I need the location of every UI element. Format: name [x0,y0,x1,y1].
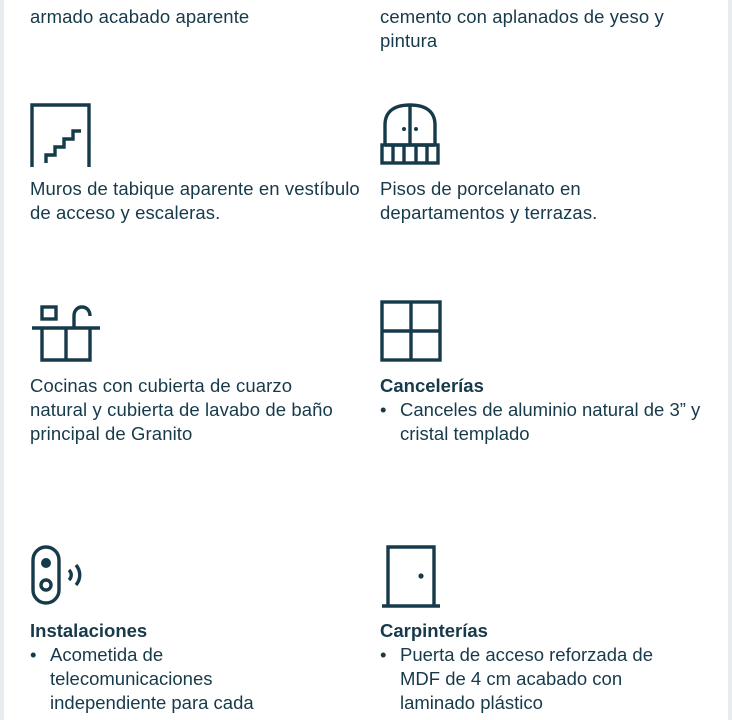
cancelerias-list [380,398,710,446]
text-floor: Pisos de porcelanato en departamentos y terrazas. [380,178,598,223]
text-top-right: cemento con aplanados de yeso y pintura [380,6,664,51]
stairs-wall-icon [30,103,92,167]
text-top-left: armado acabado aparente [30,6,250,27]
door-icon [380,544,442,608]
list-item: • Canceles de aluminio natural de 3” y cristal templado [380,398,710,446]
carpinterias-list [380,643,710,715]
text-kitchen: Cocinas con cubierta de cuarzo natural y cubierta de lavabo de baño principal de Granito [30,375,333,444]
text-stairs: Muros de tabique aparente en vestíbulo de acceso y escaleras. [30,178,360,223]
window-floor-icon [380,103,440,167]
installations-section [30,619,350,715]
kitchen-counter-icon [30,304,102,362]
section-title-cancelerias: Cancelerías [380,375,484,396]
list-item: • Acometida de telecomunicaciones independiente para cada [30,643,310,715]
section-title-carpinterias: Carpinterías [380,620,488,641]
section-title-instalaciones: Instalaciones [30,620,148,641]
window-grid-icon [380,300,442,362]
intercom-icon [30,545,92,605]
carpentry-section [380,619,710,715]
spec-sheet [4,0,728,720]
windows-section [380,374,710,446]
instalaciones-list [30,643,350,715]
list-item: • Puerta de acceso reforzada de MDF de 4 cm acabado con laminado plástico [380,643,690,715]
